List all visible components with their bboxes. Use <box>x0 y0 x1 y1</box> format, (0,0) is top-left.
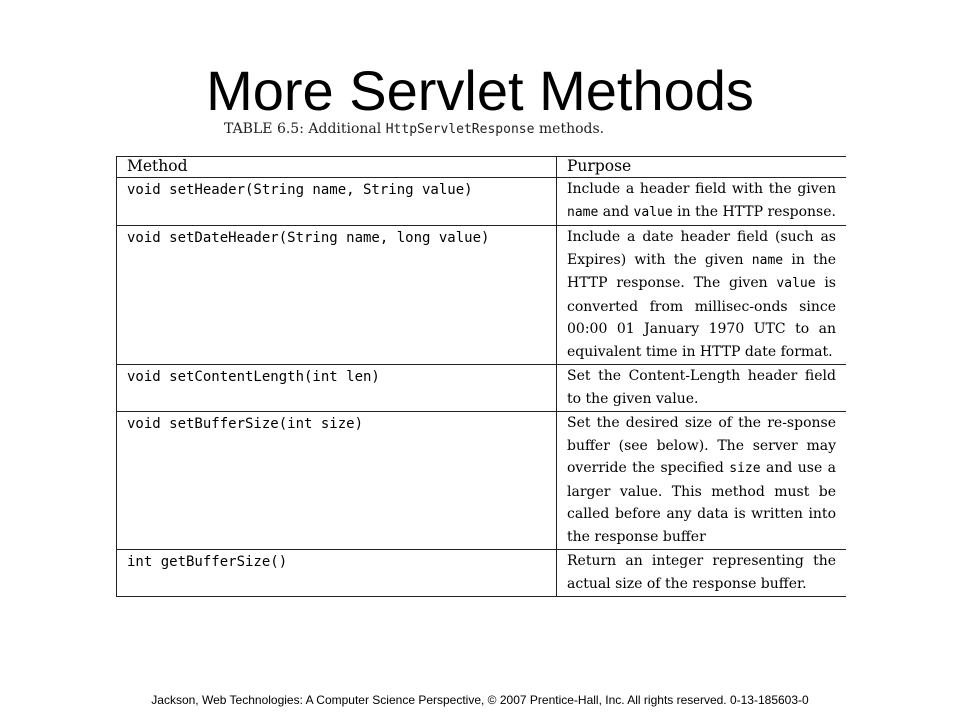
slide-title: More Servlet Methods <box>206 59 754 122</box>
purpose-code-term: name <box>567 204 599 220</box>
purpose-text: and <box>598 203 634 220</box>
purpose-text: Set the Content-Length header field to the given value. <box>567 368 836 407</box>
method-purpose <box>557 365 847 412</box>
caption-class-name: HttpServletResponse <box>385 122 535 137</box>
method-signature: void setDateHeader(String name, long value) <box>117 226 557 365</box>
methods-table <box>116 156 846 597</box>
method-purpose <box>557 412 847 550</box>
table-row <box>117 365 847 412</box>
purpose-code-term: value <box>633 204 673 220</box>
purpose-text: in the HTTP response. The given <box>567 251 836 291</box>
purpose-code-term: size <box>729 461 761 476</box>
method-signature: void setContentLength(int len) <box>117 365 557 412</box>
header-purpose: Purpose <box>557 157 847 178</box>
purpose-text: and use a larger value. This method must be called before any data is written into the response buffer <box>567 460 836 545</box>
caption-suffix: methods. <box>534 121 605 137</box>
table-caption <box>224 118 604 141</box>
methods-table-container <box>116 156 846 676</box>
table-row <box>117 550 847 597</box>
footer-copyright: Jackson, Web Technologies: A Computer Science Perspective, © 2007 Prentice-Hall, Inc. All rights reserved. 0-13-185603-0 <box>151 693 809 707</box>
table-row <box>117 226 847 365</box>
purpose-text: is converted from millisec-onds since 00:00 01 January 1970 UTC to an equivalent time in HTTP date format. <box>567 275 836 360</box>
purpose-text: Include a header field with the given <box>567 181 836 197</box>
method-signature: void setHeader(String name, String value) <box>117 178 557 226</box>
purpose-text: Include a date header field (such as Expires) with the given <box>567 229 836 268</box>
method-signature: void setBufferSize(int size) <box>117 412 557 550</box>
purpose-text: Return an integer representing the actual size of the response buffer. <box>567 553 836 592</box>
table-row <box>117 412 847 550</box>
purpose-code-term: name <box>751 252 784 268</box>
caption-prefix: TABLE 6.5: Additional <box>224 121 386 137</box>
table-header-row <box>117 157 847 178</box>
purpose-text: in the HTTP response. <box>672 203 836 220</box>
table-body <box>117 178 847 597</box>
purpose-text: Set the desired size of the re-sponse buffer (see below). The server may override the specified <box>567 415 836 476</box>
method-purpose <box>557 226 847 365</box>
purpose-code-term: value <box>776 276 816 291</box>
header-method: Method <box>117 157 557 178</box>
method-purpose <box>557 550 847 597</box>
table-row <box>117 178 847 226</box>
method-purpose <box>557 178 847 226</box>
method-signature: int getBufferSize() <box>117 550 557 597</box>
